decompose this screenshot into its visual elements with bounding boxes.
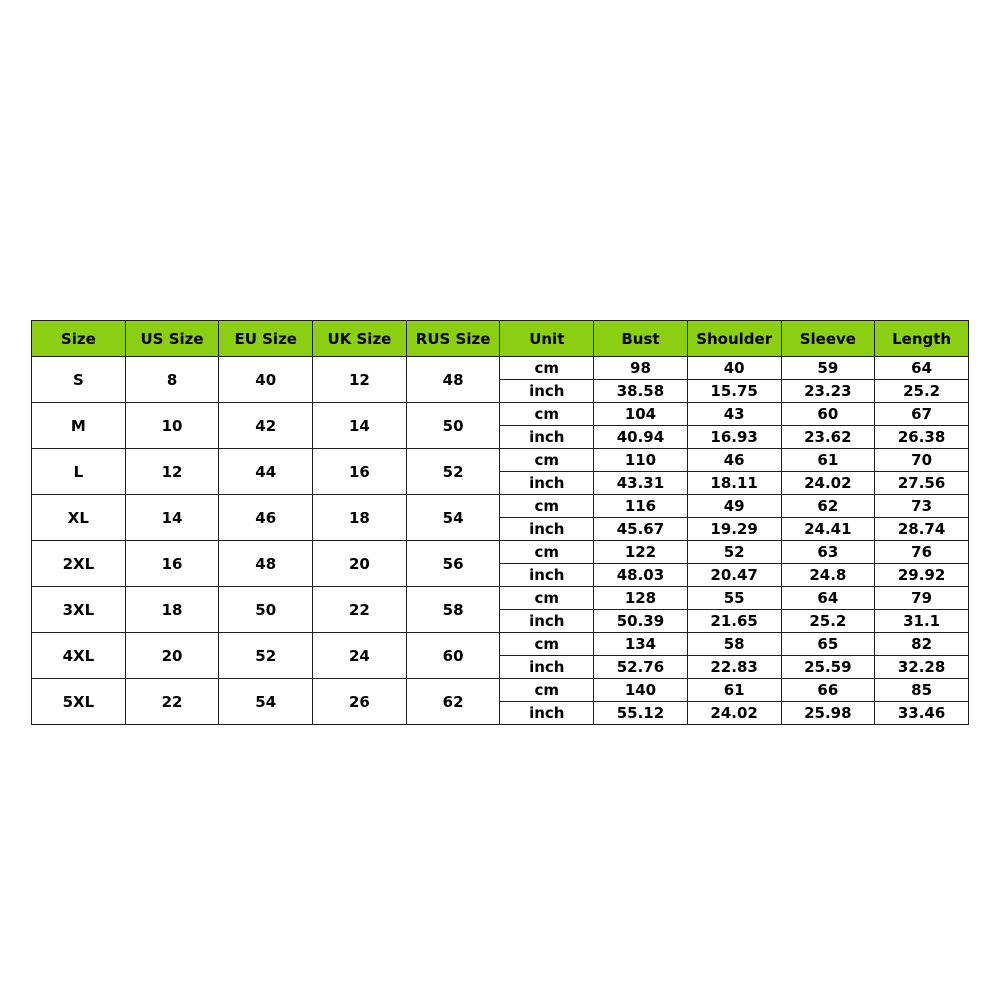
- shoulder-cell: 58: [687, 633, 781, 656]
- bust-cell: 104: [594, 403, 688, 426]
- sleeve-cell: 23.23: [781, 380, 875, 403]
- unit-cell: cm: [500, 541, 594, 564]
- bust-cell: 110: [594, 449, 688, 472]
- table-row: [32, 495, 969, 518]
- size-cell: XL: [32, 495, 126, 541]
- length-cell: 27.56: [875, 472, 969, 495]
- table-row: [32, 633, 969, 656]
- size-cell: M: [32, 403, 126, 449]
- column-header-uk-size: UK Size: [313, 321, 407, 357]
- sleeve-cell: 62: [781, 495, 875, 518]
- rus-size-cell: 50: [406, 403, 500, 449]
- bust-cell: 48.03: [594, 564, 688, 587]
- rus-size-cell: 56: [406, 541, 500, 587]
- size-chart-table: [31, 320, 969, 725]
- unit-cell: inch: [500, 426, 594, 449]
- uk-size-cell: 20: [313, 541, 407, 587]
- us-size-cell: 12: [125, 449, 219, 495]
- unit-cell: cm: [500, 449, 594, 472]
- shoulder-cell: 61: [687, 679, 781, 702]
- table-row: [32, 587, 969, 610]
- shoulder-cell: 16.93: [687, 426, 781, 449]
- bust-cell: 50.39: [594, 610, 688, 633]
- unit-cell: cm: [500, 633, 594, 656]
- bust-cell: 43.31: [594, 472, 688, 495]
- size-cell: S: [32, 357, 126, 403]
- uk-size-cell: 22: [313, 587, 407, 633]
- shoulder-cell: 18.11: [687, 472, 781, 495]
- shoulder-cell: 49: [687, 495, 781, 518]
- sleeve-cell: 25.2: [781, 610, 875, 633]
- table-row: [32, 541, 969, 564]
- us-size-cell: 16: [125, 541, 219, 587]
- size-cell: 5XL: [32, 679, 126, 725]
- unit-cell: inch: [500, 564, 594, 587]
- table-row: [32, 403, 969, 426]
- length-cell: 67: [875, 403, 969, 426]
- length-cell: 29.92: [875, 564, 969, 587]
- sleeve-cell: 65: [781, 633, 875, 656]
- length-cell: 33.46: [875, 702, 969, 725]
- length-cell: 82: [875, 633, 969, 656]
- length-cell: 31.1: [875, 610, 969, 633]
- length-cell: 32.28: [875, 656, 969, 679]
- unit-cell: cm: [500, 587, 594, 610]
- bust-cell: 122: [594, 541, 688, 564]
- rus-size-cell: 60: [406, 633, 500, 679]
- table-body: [32, 357, 969, 725]
- eu-size-cell: 44: [219, 449, 313, 495]
- uk-size-cell: 26: [313, 679, 407, 725]
- eu-size-cell: 48: [219, 541, 313, 587]
- unit-cell: cm: [500, 357, 594, 380]
- sleeve-cell: 61: [781, 449, 875, 472]
- unit-cell: cm: [500, 403, 594, 426]
- uk-size-cell: 12: [313, 357, 407, 403]
- table-row: [32, 449, 969, 472]
- column-header-us-size: US Size: [125, 321, 219, 357]
- sleeve-cell: 63: [781, 541, 875, 564]
- bust-cell: 55.12: [594, 702, 688, 725]
- table-row: [32, 679, 969, 702]
- rus-size-cell: 48: [406, 357, 500, 403]
- sleeve-cell: 24.41: [781, 518, 875, 541]
- column-header-size: Size: [32, 321, 126, 357]
- unit-cell: inch: [500, 380, 594, 403]
- shoulder-cell: 15.75: [687, 380, 781, 403]
- unit-cell: inch: [500, 610, 594, 633]
- table-header: [32, 321, 969, 357]
- uk-size-cell: 24: [313, 633, 407, 679]
- eu-size-cell: 52: [219, 633, 313, 679]
- us-size-cell: 22: [125, 679, 219, 725]
- eu-size-cell: 54: [219, 679, 313, 725]
- length-cell: 70: [875, 449, 969, 472]
- column-header-bust: Bust: [594, 321, 688, 357]
- column-header-shoulder: Shoulder: [687, 321, 781, 357]
- shoulder-cell: 22.83: [687, 656, 781, 679]
- eu-size-cell: 50: [219, 587, 313, 633]
- bust-cell: 45.67: [594, 518, 688, 541]
- sleeve-cell: 64: [781, 587, 875, 610]
- sleeve-cell: 60: [781, 403, 875, 426]
- us-size-cell: 8: [125, 357, 219, 403]
- shoulder-cell: 24.02: [687, 702, 781, 725]
- unit-cell: inch: [500, 472, 594, 495]
- column-header-eu-size: EU Size: [219, 321, 313, 357]
- table-row: [32, 357, 969, 380]
- unit-cell: inch: [500, 702, 594, 725]
- bust-cell: 98: [594, 357, 688, 380]
- shoulder-cell: 21.65: [687, 610, 781, 633]
- bust-cell: 128: [594, 587, 688, 610]
- unit-cell: inch: [500, 518, 594, 541]
- length-cell: 26.38: [875, 426, 969, 449]
- sleeve-cell: 59: [781, 357, 875, 380]
- rus-size-cell: 62: [406, 679, 500, 725]
- size-cell: 3XL: [32, 587, 126, 633]
- rus-size-cell: 58: [406, 587, 500, 633]
- unit-cell: cm: [500, 679, 594, 702]
- unit-cell: inch: [500, 656, 594, 679]
- bust-cell: 140: [594, 679, 688, 702]
- sleeve-cell: 25.98: [781, 702, 875, 725]
- bust-cell: 52.76: [594, 656, 688, 679]
- eu-size-cell: 40: [219, 357, 313, 403]
- length-cell: 64: [875, 357, 969, 380]
- shoulder-cell: 19.29: [687, 518, 781, 541]
- length-cell: 79: [875, 587, 969, 610]
- length-cell: 76: [875, 541, 969, 564]
- column-header-length: Length: [875, 321, 969, 357]
- bust-cell: 38.58: [594, 380, 688, 403]
- bust-cell: 40.94: [594, 426, 688, 449]
- shoulder-cell: 52: [687, 541, 781, 564]
- sleeve-cell: 24.8: [781, 564, 875, 587]
- sleeve-cell: 24.02: [781, 472, 875, 495]
- length-cell: 25.2: [875, 380, 969, 403]
- column-header-sleeve: Sleeve: [781, 321, 875, 357]
- size-cell: L: [32, 449, 126, 495]
- length-cell: 73: [875, 495, 969, 518]
- eu-size-cell: 42: [219, 403, 313, 449]
- header-row: [32, 321, 969, 357]
- shoulder-cell: 20.47: [687, 564, 781, 587]
- rus-size-cell: 54: [406, 495, 500, 541]
- unit-cell: cm: [500, 495, 594, 518]
- uk-size-cell: 14: [313, 403, 407, 449]
- us-size-cell: 18: [125, 587, 219, 633]
- column-header-rus-size: RUS Size: [406, 321, 500, 357]
- sleeve-cell: 66: [781, 679, 875, 702]
- uk-size-cell: 18: [313, 495, 407, 541]
- column-header-unit: Unit: [500, 321, 594, 357]
- size-cell: 2XL: [32, 541, 126, 587]
- shoulder-cell: 55: [687, 587, 781, 610]
- eu-size-cell: 46: [219, 495, 313, 541]
- sleeve-cell: 23.62: [781, 426, 875, 449]
- length-cell: 85: [875, 679, 969, 702]
- us-size-cell: 10: [125, 403, 219, 449]
- shoulder-cell: 40: [687, 357, 781, 380]
- uk-size-cell: 16: [313, 449, 407, 495]
- us-size-cell: 20: [125, 633, 219, 679]
- shoulder-cell: 43: [687, 403, 781, 426]
- rus-size-cell: 52: [406, 449, 500, 495]
- us-size-cell: 14: [125, 495, 219, 541]
- sleeve-cell: 25.59: [781, 656, 875, 679]
- bust-cell: 134: [594, 633, 688, 656]
- bust-cell: 116: [594, 495, 688, 518]
- length-cell: 28.74: [875, 518, 969, 541]
- size-cell: 4XL: [32, 633, 126, 679]
- shoulder-cell: 46: [687, 449, 781, 472]
